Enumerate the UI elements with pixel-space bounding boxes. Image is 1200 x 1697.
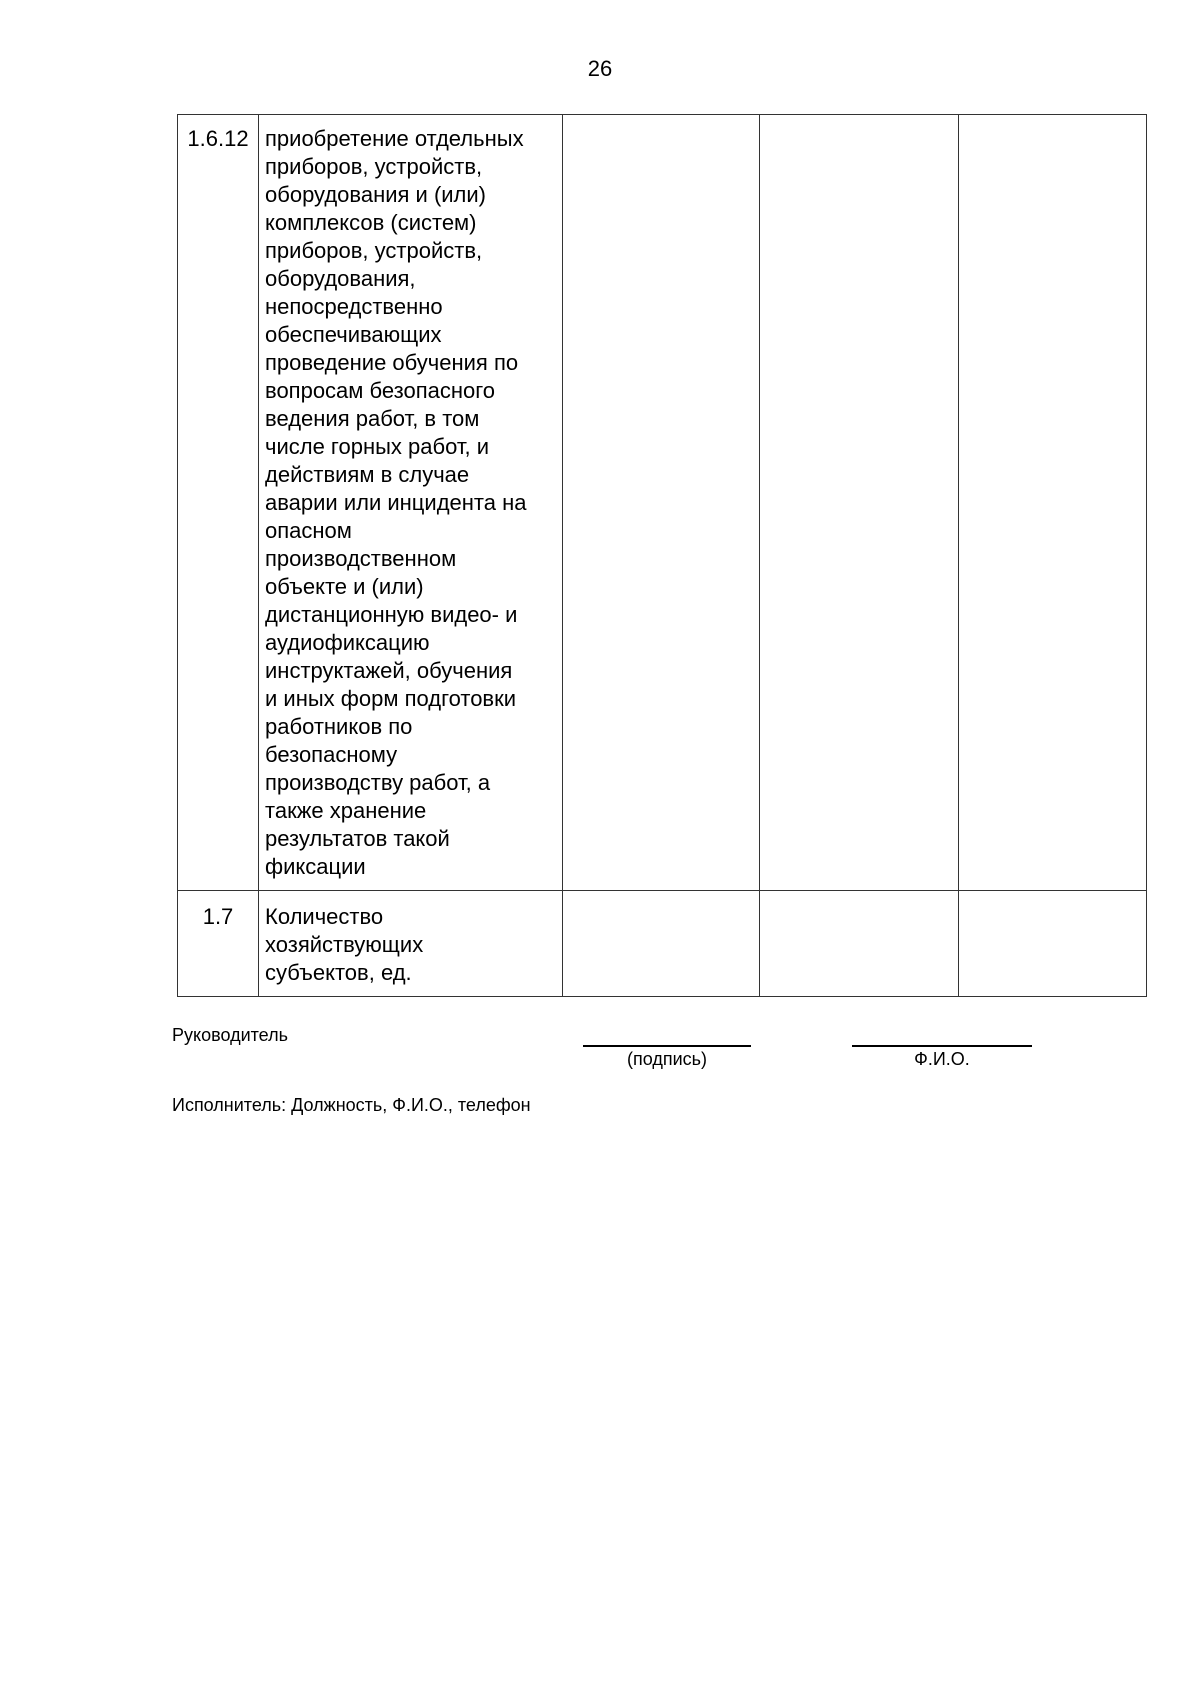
value-cell[interactable]: [563, 891, 760, 997]
description-line: фиксации: [265, 854, 366, 879]
row-number: 1.7: [202, 904, 234, 929]
description-line: безопасному: [265, 742, 398, 767]
table-row: [178, 115, 1147, 891]
executor-label: Исполнитель: Должность, Ф.И.О., телефон: [172, 1095, 531, 1115]
description-line: результатов такой: [265, 826, 450, 851]
row-description-cell: [259, 115, 563, 891]
description-line: объекте и (или): [265, 574, 424, 599]
description-line: числе горных работ, и: [265, 434, 489, 459]
name-caption: Ф.И.О.: [914, 1049, 970, 1069]
description-line: оборудования и (или): [265, 182, 487, 207]
signature-caption: (подпись): [626, 1049, 708, 1069]
description-line: аудиофиксацию: [265, 630, 430, 655]
description-line: субъектов, ед.: [265, 960, 412, 985]
signature-line[interactable]: [583, 1045, 751, 1047]
description-line: опасном: [265, 518, 352, 543]
value-cell[interactable]: [760, 115, 959, 891]
row-description-cell: [259, 891, 563, 997]
description-line: оборудования,: [265, 266, 416, 291]
row-description: [259, 115, 562, 890]
description-line: проведение обучения по: [265, 350, 519, 375]
indicator-table: [177, 114, 1147, 997]
description-line: комплексов (систем): [265, 210, 477, 235]
description-line: работников по: [265, 714, 413, 739]
page-number: 26: [587, 56, 613, 81]
value-cell[interactable]: [959, 891, 1147, 997]
description-line: действиям в случае: [265, 462, 470, 487]
row-description: [259, 891, 562, 996]
description-line: также хранение: [265, 798, 427, 823]
description-line: производству работ, а: [265, 770, 491, 795]
description-line: аварии или инцидента на: [265, 490, 527, 515]
row-number: 1.6.12: [187, 126, 249, 151]
description-line: Количество: [265, 904, 384, 929]
description-line: производственном: [265, 546, 457, 571]
value-cell[interactable]: [563, 115, 760, 891]
description-line: непосредственно: [265, 294, 443, 319]
description-line: хозяйствующих: [265, 932, 424, 957]
row-number-cell: [178, 115, 259, 891]
description-line: приборов, устройств,: [265, 154, 483, 179]
value-cell[interactable]: [959, 115, 1147, 891]
description-line: обеспечивающих: [265, 322, 442, 347]
description-line: и иных форм подготовки: [265, 686, 517, 711]
description-line: приобретение отдельных: [265, 126, 524, 151]
description-line: приборов, устройств,: [265, 238, 483, 263]
name-line[interactable]: [852, 1045, 1032, 1047]
description-line: ведения работ, в том: [265, 406, 480, 431]
description-line: инструктажей, обучения: [265, 658, 513, 683]
description-line: дистанционную видео- и: [265, 602, 518, 627]
value-cell[interactable]: [760, 891, 959, 997]
description-line: вопросам безопасного: [265, 378, 496, 403]
head-label: Руководитель: [172, 1025, 288, 1045]
row-number-cell: [178, 891, 259, 997]
table-row: [178, 891, 1147, 997]
